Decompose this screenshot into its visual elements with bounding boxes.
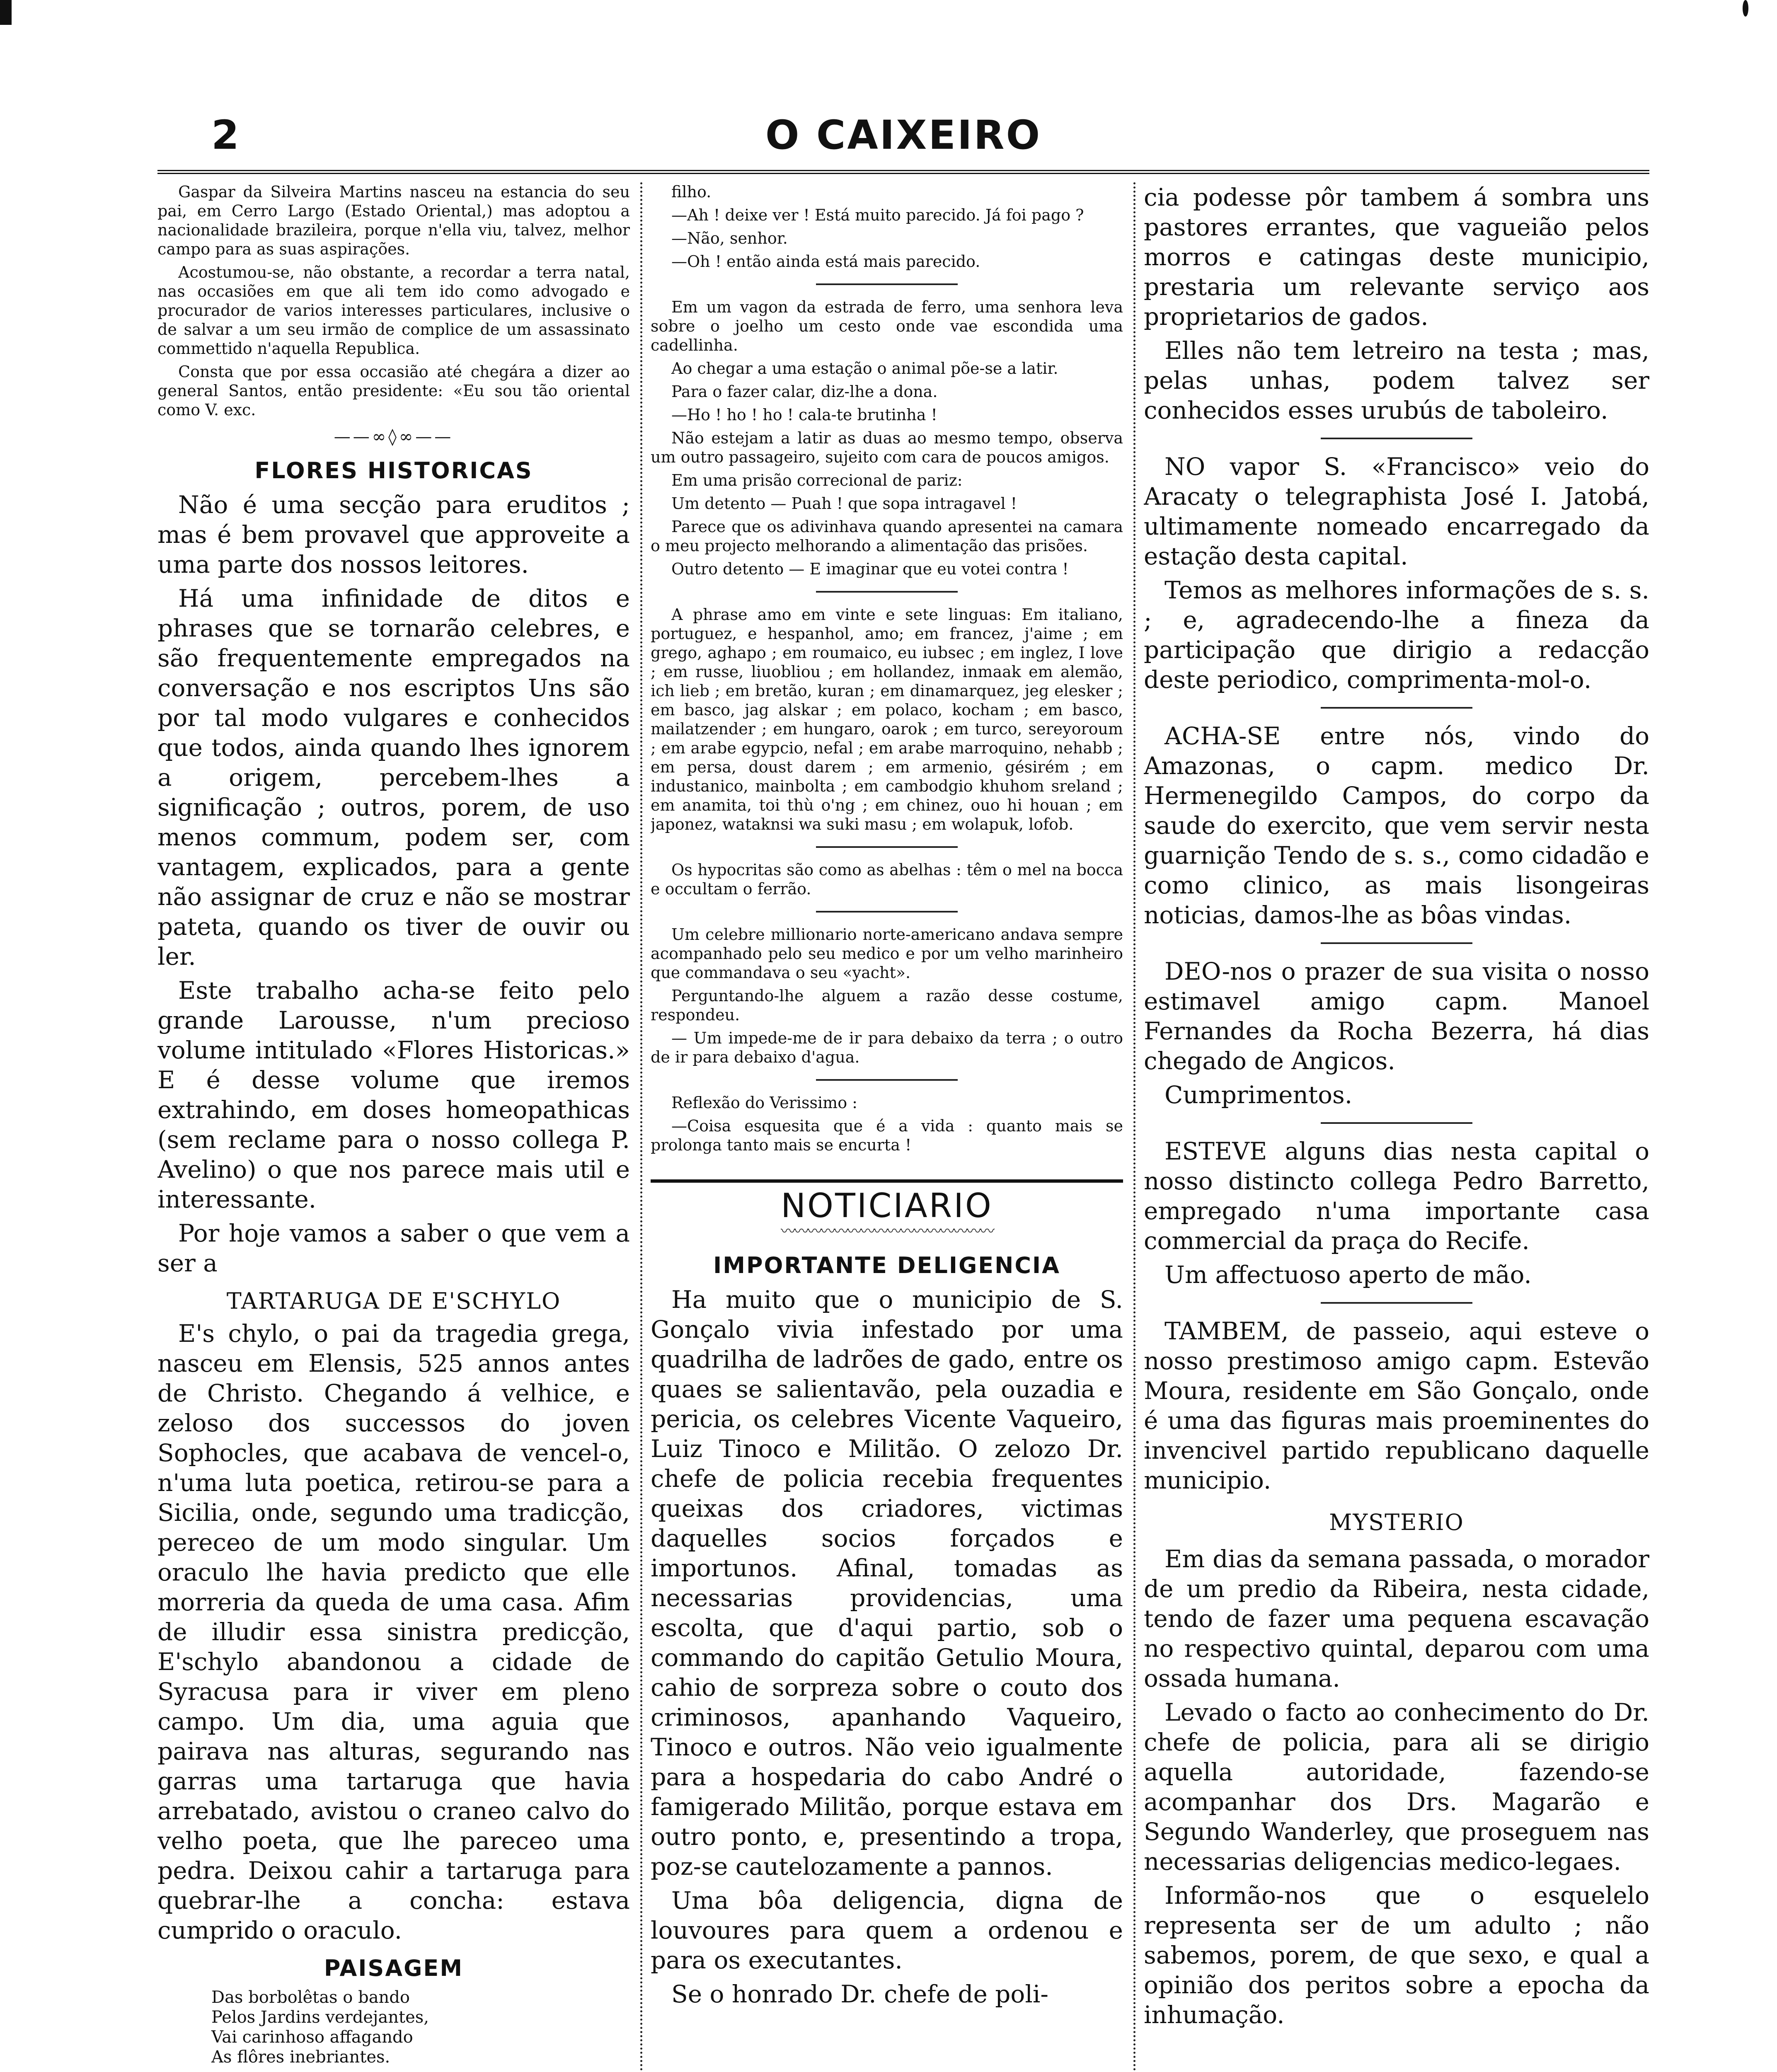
paragraph: Temos as melhores informações de s. s. ; e, agradecendo-lhe a fineza da participação que dirigio a redacção deste periodico, comprimenta-mol-o. (1144, 576, 1649, 694)
short-rule (816, 591, 958, 593)
paragraph: filho. (671, 183, 712, 201)
paragraph: Gaspar da Silveira Martins nasceu na estancia do seu pai, em Cerro Largo (Estado Oriental,) mas adoptou a nacionalidade brazileira, porque n'ella viu, talvez, melhor campo para as suas aspirações. (157, 183, 630, 258)
section-heading: FLORES HISTORICAS (254, 457, 533, 484)
short-rule (1321, 1122, 1472, 1124)
paragraph: E's chylo, o pai da tragedia grega, nasceu em Elensis, 525 annos antes de Christo. Chegando á velhice, e zeloso dos successos do joven Sophocles, que acabava de vencel-o, n'uma luta poetica, retirou-se para a Sicilia, onde, segundo uma tradicção, pereceo de um modo singular. Um oraculo lhe havia predicto que elle morreria da queda de uma casa. Afim de illudir essa sinistra predicção, E'schylo abandonou a cidade de Syracusa para ir viver em pleno campo. Um dia, uma aguia que pairava nas alturas, segurando nas garras uma tartaruga que havia arrebatado, avistou o craneo calvo do velho poeta, que lhe pareceo uma pedra. Deixou cahir a tartaruga para quebrar-lhe a concha: estava cumprido o oraculo. (157, 1319, 630, 1944)
paragraph: Este trabalho acha-se feito pelo grande Larousse, n'um precioso volume intitulado «Flores Historicas.» E é desse volume que iremos extrahindo, em doses homeopathicas (sem reclame para o nosso collega P. Avelino) o que nos parece mais util e interessante. (157, 976, 630, 1213)
paragraph: Parece que os adivinhava quando apresentei na camara o meu projecto melhorando a alimentação das prisões. (651, 518, 1123, 555)
flores-article (157, 490, 630, 1278)
paragraph: Não estejam a latir as duas ao mesmo tempo, observa um outro passageiro, sujeito com cara de poucos amigos. (651, 429, 1123, 466)
intro-article (157, 182, 630, 419)
columns (157, 182, 1649, 2072)
short-rule (1321, 942, 1472, 944)
news-item: ESTEVE alguns dias nesta capital o nosso distincto collega Pedro Barretto, empregado n'uma importante casa commercial da praça do Recife. (1144, 1137, 1649, 1255)
wavy-rule: 〰〰〰〰〰〰〰〰〰〰〰〰〰〰〰〰 (780, 1223, 993, 1240)
paragraph: Um affectuoso aperto de mão. (1164, 1261, 1532, 1289)
paragraph: Para o fazer calar, diz-lhe a dona. (671, 382, 938, 401)
article-heading: IMPORTANTE DELIGENCIA (713, 1252, 1060, 1278)
column-3 (1144, 182, 1649, 2072)
paragraph: Se o honrado Dr. chefe de poli- (671, 1980, 1049, 2008)
paragraph: —Ah ! deixe ver ! Está muito parecido. Já foi pago ? (671, 206, 1084, 224)
paragraph: Ao chegar a uma estação o animal põe-se a latir. (671, 359, 1058, 378)
column-1 (157, 182, 630, 2072)
news-item: NO vapor S. «Francisco» veio do Aracaty o telegraphista José I. Jatobá, ultimamente nomeado encarregado da estação desta capital. (1144, 453, 1649, 570)
paragraph: Por hoje vamos a saber o que vem a ser a (157, 1219, 630, 1277)
paragraph: Em um vagon da estrada de ferro, uma senhora leva sobre o joelho um cesto onde vae escondida uma cadellinha. (651, 298, 1123, 354)
article-heading: MYSTERIO (1329, 1509, 1464, 1535)
stanza-gap (211, 2067, 630, 2072)
paragraph: Os hypocritas são como as abelhas : têm o mel na bocca e occultam o ferrão. (651, 861, 1123, 898)
poem (157, 1987, 630, 2072)
paragraph: Em uma prisão correcional de pariz: (671, 471, 963, 489)
short-rule (816, 911, 958, 913)
poem-line: Vai carinhoso affagando (211, 2028, 413, 2047)
newspaper-title: O CAIXEIRO (765, 112, 1042, 158)
paragraph: Ha muito que o municipio de S. Gonçalo vivia infestado por uma quadrilha de ladrões de gado, entre os quaes se salientavão, pela ouzadia e pericia, os celebres Vicente Vaqueiro, Luiz Tinoco e Militão. O zelozo Dr. chefe de policia recebia frequentes queixas dos criadores, victimas daquelles socios forçados e importunos. Afinal, tomadas as necessarias providencias, uma escolta, que d'aqui partio, sob o commando do capitão Getulio Moura, cahio de sorpreza sobre o couto dos criminosos, apanhando Vaqueiro, Tinoco e outros. Não veio igualmente para a hospedaria do cabo André o famigerado Militão, porque estava em outro ponto, e, presentindo a tropa, poz-se cautelozamente a pannos. (651, 1285, 1123, 1881)
deligencia-article (651, 1285, 1123, 2009)
paragraph: Perguntando-lhe alguem a razão desse costume, respondeu. (651, 987, 1123, 1024)
anecdotes (651, 182, 1123, 1155)
paragraph: Um detento — Puah ! que sopa intragavel ! (671, 494, 1017, 513)
paragraph: —Ho ! ho ! ho ! cala-te brutinha ! (671, 406, 937, 424)
poem-line: As flôres inebriantes. (211, 2048, 390, 2067)
news-item: ACHA-SE entre nós, vindo do Amazonas, o capm. medico Dr. Hermenegildo Campos, do corpo da saude do exercito, que vem servir nesta guarnição Tendo de s. s., como cidadão e como clinico, as mais lisongeiras noticias, damos-lhe as bôas vindas. (1144, 722, 1649, 929)
ornament-divider: ——∞◊∞—— (334, 427, 454, 446)
paragraph: Reflexão do Verissimo : (671, 1094, 857, 1112)
column-divider (640, 182, 642, 2072)
paragraph: —Não, senhor. (671, 229, 788, 247)
paragraph: —Oh ! então ainda está mais parecido. (671, 252, 980, 271)
paragraph: A phrase amo em vinte e sete linguas: Em italiano, portuguez, e hespanhol, amo; em francez, j'aime ; em grego, aghapo ; em roumaico, eu iubsec ; em inglez, I love ; em russe, liuobliou ; em hollandez, inmaak em alemão, ich lieb ; em bretão, kuran ; em dinamarquez, jeg elesker ; em basco, jag alskar ; em polaco, kocham ; em basco, mailatzender ; em hungaro, oarok ; em turco, sereyoroum ; em arabe egypcio, nefal ; em arabe marroquino, nehabb ; em persa, doust darem ; em armenio, gésirém ; em industanico, mainbolta ; em cambodgio khuhom sreland ; em anamita, toi thù o'ng ; em chinez, ouo hi houan ; em japonez, wataknsi wa suki masu ; em wolapuk, lofob. (651, 605, 1123, 833)
paragraph: Cumprimentos. (1164, 1081, 1353, 1109)
short-rule (1321, 438, 1472, 439)
short-rule (1321, 707, 1472, 709)
paragraph: Levado o facto ao conhecimento do Dr. chefe de policia, para ali se dirigio aquella autoridade, fazendo-se acompanhar dos Drs. Magarão e Segundo Wanderley, que proseguem nas necessarias deligencias medico-legaes. (1144, 1698, 1649, 1876)
paragraph: Uma bôa deligencia, digna de louvoures para quem a ordenou e para os executantes. (651, 1886, 1123, 1974)
paragraph: Elles não tem letreiro na testa ; mas, pelas unhas, podem talvez ser conhecidos esses urubús de taboleiro. (1144, 336, 1649, 424)
newspaper-page (157, 108, 1649, 2072)
paragraph: Um celebre millionario norte-americano andava sempre acompanhado pelo seu medico e por um velho marinheiro que commandava o seu «yacht». (651, 925, 1123, 982)
short-rule (1321, 1302, 1472, 1304)
paragraph: Não é uma secção para eruditos ; mas é bem provavel que approveite a uma parte dos nossos leitores. (157, 491, 630, 579)
short-rule (816, 846, 958, 848)
short-rule (816, 1079, 958, 1081)
noticiario-heading: NOTICIARIO (651, 1179, 1123, 1217)
paragraph: — Um impede-me de ir para debaixo da terra ; o outro de ir para debaixo d'agua. (651, 1029, 1123, 1066)
paragraph: Outro detento — E imaginar que eu votei contra ! (671, 560, 1069, 578)
paragraph: Há uma infinidade de ditos e phrases que se tornarão celebres, e são frequentemente empregados na conversação e nos escriptos Uns são por tal modo vulgares e conhecidos que todos, ainda quando lhes ignorem a origem, percebem-lhes a significação ; outros, porem, de uso menos commum, podem ser, com vantagem, explicados, para a gente não assignar de cruz e não se mostrar pateta, quando os tiver de ouvir ou ler. (157, 584, 630, 971)
column-2 (651, 182, 1123, 2072)
masthead (157, 108, 1649, 174)
subheading: TARTARUGA DE E'SCHYLO (226, 1288, 561, 1314)
poem-heading: PAISAGEM (324, 1955, 464, 1981)
news-item: TAMBEM, de passeio, aqui esteve o nosso prestimoso amigo capm. Estevão Moura, residente em São Gonçalo, onde é uma das figuras mais proeminentes do invencivel partido republicano daquelle municipio. (1144, 1317, 1649, 1494)
paragraph: Em dias da semana passada, o morador de um predio da Ribeira, nesta cidade, tendo de fazer uma pequena escavação no respectivo quintal, deparou com uma ossada humana. (1144, 1545, 1649, 1692)
news-item: DEO-nos o prazer de sua visita o nosso estimavel amigo capm. Manoel Fernandes da Rocha Bezerra, há dias chegado de Angicos. (1144, 957, 1649, 1075)
paragraph: —Coisa esquesita que é a vida : quanto mais se prolonga tanto mais se encurta ! (651, 1117, 1123, 1154)
paragraph: cia podesse pôr tambem á sombra uns pastores errantes, que vagueião pelos morros e catingas deste municipio, prestaria um relevante serviço aos proprietarios de gados. (1144, 183, 1649, 331)
tartaruga-article (157, 1319, 630, 1945)
poem-line: Das borbolêtas o bando (211, 1988, 410, 2007)
paragraph: Consta que por essa occasião até chegára a dizer ao general Santos, então presidente: «Eu sou tão oriental como V. exc. (157, 363, 630, 419)
page-number: 2 (211, 112, 239, 158)
short-rule (816, 283, 958, 285)
paragraph: Acostumou-se, não obstante, a recordar a terra natal, nas occasiões em que ali tem ido como advogado e procurador de varios interesses particulares, inclusive o de salvar a um seu irmão de complice de um assassinato commettido n'aquella Republica. (157, 263, 630, 358)
column-divider (1133, 182, 1135, 2072)
poem-line: Pelos Jardins verdejantes, (211, 2008, 429, 2027)
paragraph: Informão-nos que o esquelelo representa ser de um adulto ; não sabemos, porem, de que sexo, e qual a opinião dos peritos sobre a epocha da inhumação. (1144, 1881, 1649, 2029)
